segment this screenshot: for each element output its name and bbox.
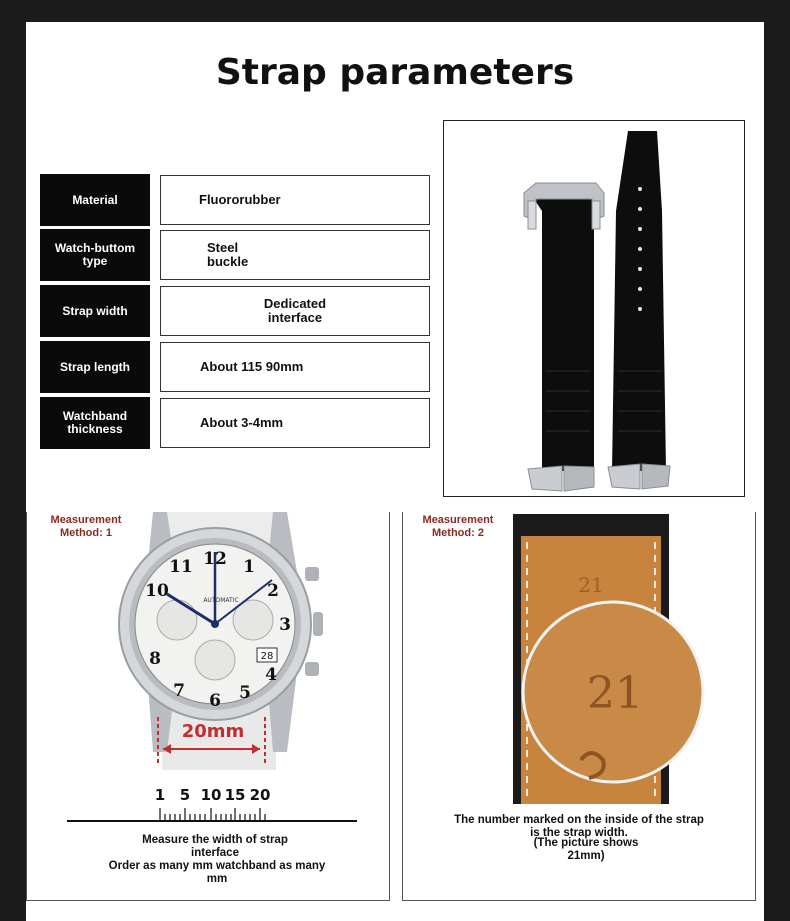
product-info-page <box>26 22 764 921</box>
ruler-label: 15 <box>224 786 246 804</box>
strap-number-magnified: 21 <box>587 668 643 719</box>
dial-numeral: 11 <box>169 557 193 577</box>
param-value: Fluororubber <box>160 175 430 225</box>
dial-numeral: 8 <box>149 649 161 669</box>
page-title: Strap parameters <box>215 52 575 93</box>
dial-numeral: 7 <box>173 681 185 701</box>
watch-measurement-illustration <box>27 512 389 812</box>
method-2-caption-2: (The picture shows 21mm) <box>533 837 639 862</box>
param-value: Dedicated interface <box>160 286 430 336</box>
param-value: Steel buckle <box>160 230 430 280</box>
method-1-caption-1: Measure the width of strap interface <box>142 834 288 859</box>
ruler-label: 1 <box>154 786 166 804</box>
param-label: Watch-buttom type <box>40 229 150 281</box>
dial-numeral: 3 <box>279 615 291 635</box>
dial-numeral: 6 <box>209 691 221 711</box>
dial-numeral: 12 <box>203 549 227 569</box>
ruler-label: 20 <box>249 786 271 804</box>
method-1-title: Measurement Method: 1 <box>50 514 122 539</box>
param-value: About 3-4mm <box>160 398 430 448</box>
dial-numeral: 2 <box>267 581 279 601</box>
width-label: 20mm <box>181 721 245 742</box>
method-2-caption-1: The number marked on the inside of the strap is the strap width. <box>454 814 704 839</box>
ruler-label: 10 <box>200 786 222 804</box>
ruler <box>67 804 367 824</box>
date-window: 28 <box>260 651 274 662</box>
measurement-method-2-panel <box>402 512 756 901</box>
leather-strap-illustration <box>403 512 755 812</box>
watch-brand-text: AUTOMATIC <box>203 597 239 604</box>
method-2-title: Measurement Method: 2 <box>422 514 494 539</box>
param-label: Watchband thickness <box>40 397 150 449</box>
method-1-caption-2: Order as many mm watchband as many mm <box>108 860 326 885</box>
measurement-method-1-panel <box>26 512 390 901</box>
strap-number-small: 21 <box>578 573 604 597</box>
rubber-strap-illustration <box>444 121 744 496</box>
dial-numeral: 10 <box>145 581 169 601</box>
strap-product-image <box>443 120 745 497</box>
param-label: Strap length <box>40 341 150 393</box>
dial-numeral: 4 <box>265 665 277 685</box>
dial-numeral: 5 <box>239 683 251 703</box>
dial-numeral: 1 <box>243 557 255 577</box>
param-value: About 115 90mm <box>160 342 430 392</box>
ruler-label: 5 <box>179 786 191 804</box>
param-label: Material <box>40 174 150 226</box>
param-label: Strap width <box>40 285 150 337</box>
